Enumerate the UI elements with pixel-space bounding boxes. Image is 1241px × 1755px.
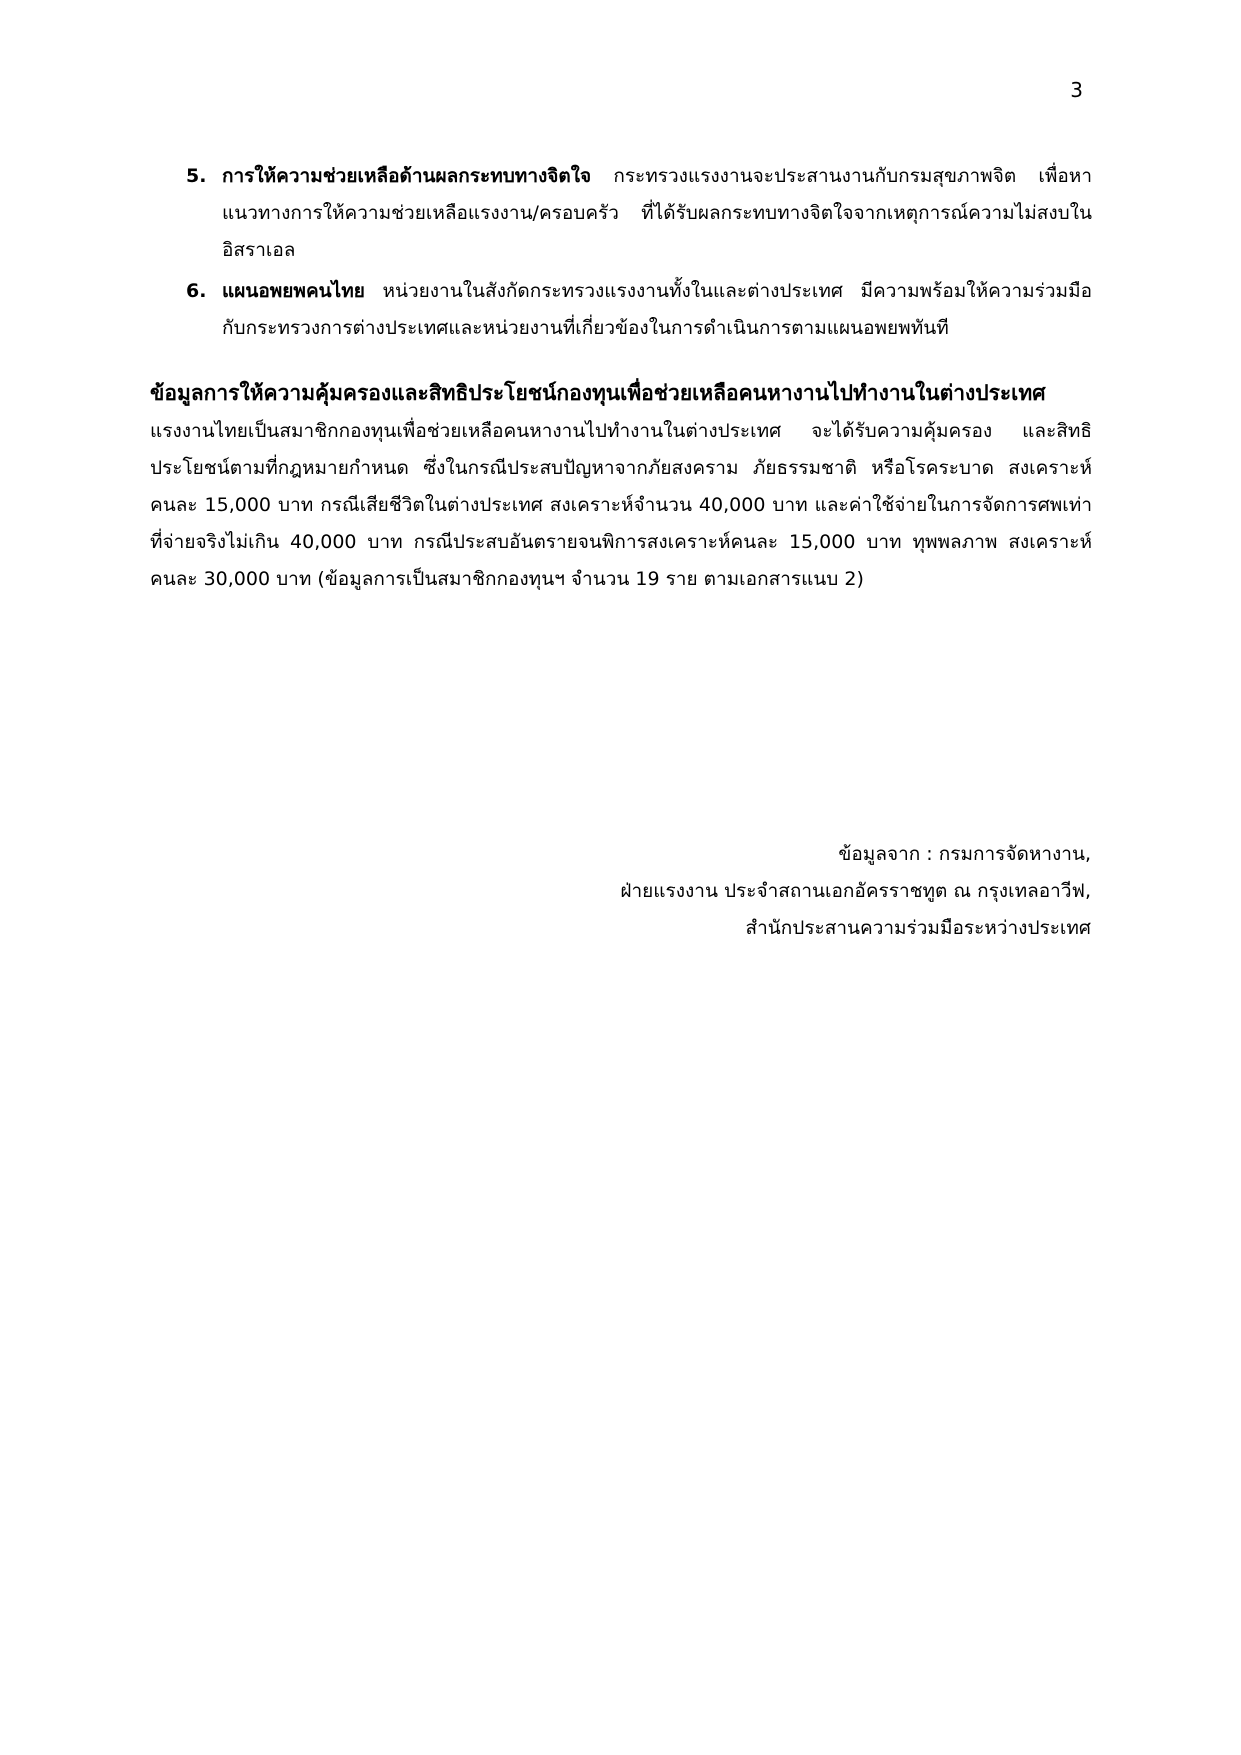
source-line: ข้อมูลจาก : กรมการจัดหางาน, xyxy=(838,843,1091,865)
source-line: ฝ่ายแรงงาน ประจำสถานเอกอัครราชทูต ณ กรุงเทลอาวีฟ, xyxy=(620,880,1091,902)
section-title: ข้อมูลการให้ความคุ้มครองและสิทธิประโยชน์กองทุนเพื่อช่วยเหลือคนหางานไปทำงานในต่างประเทศ xyxy=(150,381,1046,405)
source-line: สำนักประสานความร่วมมือระหว่างประเทศ xyxy=(745,917,1091,939)
list-item-number: 6. xyxy=(186,280,207,302)
list-item-title: แผนอพยพคนไทย xyxy=(222,280,365,302)
list-item xyxy=(150,158,1092,269)
measures-list xyxy=(150,158,1092,347)
fund-section xyxy=(150,375,1092,598)
list-item xyxy=(150,273,1092,347)
section-text: แรงงานไทยเป็นสมาชิกกองทุนเพื่อช่วยเหลือคนหางานไปทำงานในต่างประเทศ จะได้รับความคุ้มครอง และสิทธิประโยชน์ตามที่กฎหมายกำหนด ซึ่งในกรณีประสบปัญหาจากภัยสงคราม ภัยธรรมชาติ หรือโรคระบาด สงเคราะห์คนละ 15,000 บาท กรณีเสียชีวิตในต่างประเทศ สงเคราะห์จำนวน 40,000 บาท และค่าใช้จ่ายในการจัดการศพเท่าที่จ่ายจริงไม่เกิน 40,000 บาท กรณีประสบอันตรายจนพิการสงเคราะห์คนละ 15,000 บาท ทุพพลภาพ สงเคราะห์คนละ 30,000 บาท (ข้อมูลการเป็นสมาชิกกองทุนฯ จำนวน 19 ราย ตามเอกสารแนบ 2) xyxy=(150,420,1092,590)
page-number: 3 xyxy=(1070,78,1083,102)
document-body xyxy=(150,158,1092,617)
list-item-number: 5. xyxy=(186,165,207,187)
list-item-text: กระทรวงแรงงานจะประสานงานกับกรมสุขภาพจิต เพื่อหาแนวทางการให้ความช่วยเหลือแรงงาน/ครอบครัว ที่ได้รับผลกระทบทางจิตใจจากเหตุการณ์ความไม่สงบในอิสราเอล xyxy=(222,165,1092,261)
list-item-title: การให้ความช่วยเหลือด้านผลกระทบทางจิตใจ xyxy=(222,165,592,187)
list-item-text: หน่วยงานในสังกัดกระทรวงแรงงานทั้งในและต่างประเทศ มีความพร้อมให้ความร่วมมือกับกระทรวงการต่างประเทศและหน่วยงานที่เกี่ยวข้องในการดำเนินการตามแผนอพยพทันที xyxy=(222,280,1092,339)
source-attribution xyxy=(620,836,1091,947)
